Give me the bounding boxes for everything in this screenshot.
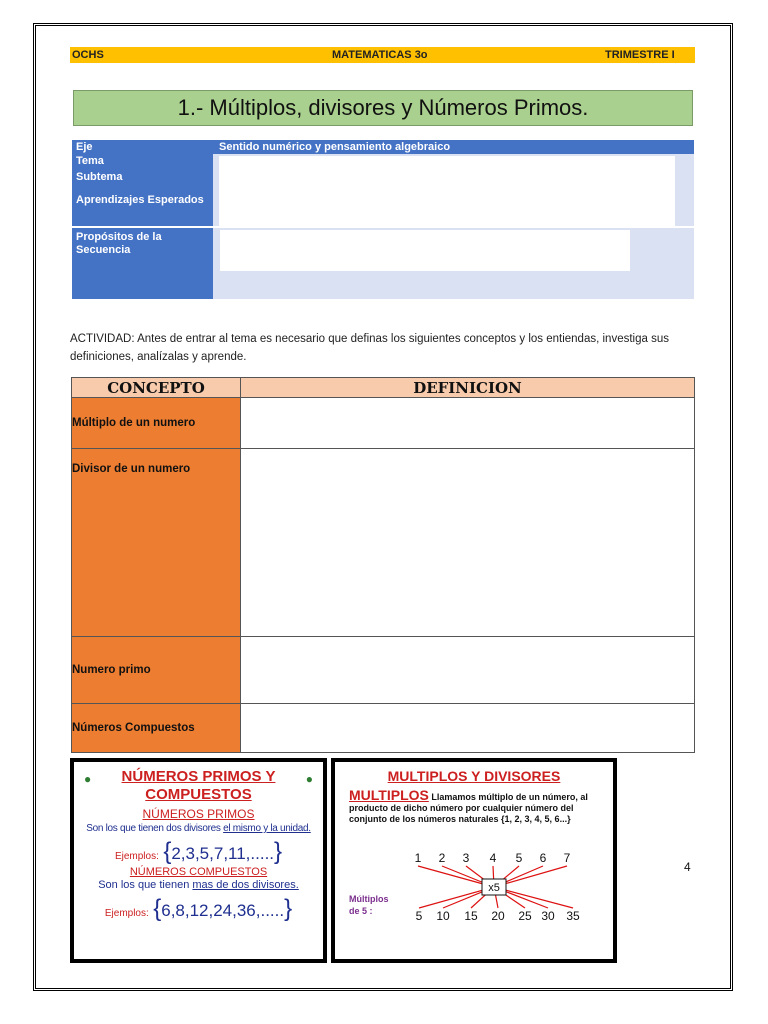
- multiplos-definition: MULTIPLOS Llamamos múltiplo de un número, al producto de dicho número por cualquier número del conjunto de los números naturales {1, 2, 3, 4, 5, 6...}: [349, 787, 588, 824]
- compuestos-heading: NÚMEROS COMPUESTOS: [129, 866, 268, 878]
- concept-primo: Numero primo: [72, 637, 241, 704]
- activity-instructions: ACTIVIDAD: Antes de entrar al tema es necesario que definas los siguientes conceptos y los entiendas, investiga sus definiciones, analízalas y aprende.: [70, 333, 669, 363]
- concept-table: [71, 377, 695, 753]
- bottom-number: 15: [464, 909, 478, 923]
- compuestos-definition: Son los que tienen mas de dos divisores.: [98, 879, 299, 891]
- header-bar: [70, 47, 695, 63]
- primos-title-line1: NÚMEROS PRIMOS Y: [121, 768, 276, 785]
- col-definition: DEFINICION: [241, 378, 695, 398]
- col-concept: CONCEPTO: [72, 378, 241, 398]
- primos-title-line2: COMPUESTOS: [145, 786, 252, 803]
- header-term: TRIMESTRE I: [605, 49, 675, 61]
- field-tema[interactable]: [219, 156, 675, 170]
- top-number: 1: [414, 851, 422, 865]
- operator-label: x5: [488, 882, 500, 894]
- label-propositos: Propósitos de la Secuencia: [72, 228, 213, 299]
- field-subtema[interactable]: [219, 170, 675, 188]
- pin-icon: ●: [305, 772, 313, 786]
- pin-icon: ●: [84, 772, 92, 786]
- row-propositos: [72, 228, 694, 299]
- value-eje: Sentido numérico y pensamiento algebraico: [219, 141, 451, 153]
- field-aprendizajes[interactable]: [219, 188, 675, 226]
- definition-primo[interactable]: [241, 637, 695, 704]
- bottom-number: 20: [491, 909, 505, 923]
- label-subtema: Subtema: [72, 170, 213, 188]
- row-tema: [72, 154, 694, 170]
- top-number: 7: [563, 851, 571, 865]
- bottom-number: 25: [518, 909, 532, 923]
- definition-compuestos[interactable]: [241, 704, 695, 753]
- bottom-number: 10: [436, 909, 450, 923]
- primos-heading: NÚMEROS PRIMOS: [142, 807, 255, 821]
- definition-divisor[interactable]: [241, 449, 695, 637]
- page-number: 4: [684, 860, 691, 874]
- label-tema: Tema: [72, 154, 213, 170]
- header-school: OCHS: [72, 49, 104, 61]
- row-aprendizajes: [72, 188, 694, 226]
- multiplication-diagram: [335, 846, 613, 926]
- concept-divisor: Divisor de un numero: [72, 449, 241, 637]
- top-number: 6: [539, 851, 547, 865]
- header-subject: MATEMATICAS 3o: [332, 49, 428, 61]
- multiplos-label-line2: de 5 :: [349, 906, 373, 916]
- multiplos-label-line1: Múltiplos: [349, 894, 389, 904]
- primos-compuestos-image: [70, 758, 327, 963]
- primos-examples: Ejemplos: {2,3,5,7,11,.....}: [114, 838, 283, 865]
- row-eje: [72, 140, 694, 154]
- label-eje: Eje: [72, 140, 213, 154]
- bottom-number: 35: [566, 909, 580, 923]
- row-subtema: [72, 170, 694, 188]
- top-number: 3: [462, 851, 470, 865]
- label-aprendizajes: Aprendizajes Esperados: [72, 188, 213, 226]
- multiplos-divisores-image: [331, 758, 617, 963]
- top-number: 4: [489, 851, 497, 865]
- primos-definition: Son los que tienen dos divisores el mismo y la unidad.: [86, 823, 311, 834]
- bottom-number: 5: [415, 909, 423, 923]
- top-number: 5: [515, 851, 523, 865]
- multiplos-title: MULTIPLOS Y DIVISORES: [387, 768, 561, 784]
- top-number: 2: [438, 851, 446, 865]
- compuestos-examples: Ejemplos: {6,8,12,24,36,.....}: [104, 895, 293, 922]
- field-propositos[interactable]: [220, 230, 630, 271]
- bottom-number: 30: [541, 909, 555, 923]
- concept-multiplo: Múltiplo de un numero: [72, 398, 241, 449]
- concept-compuestos: Números Compuestos: [72, 704, 241, 753]
- definition-multiplo[interactable]: [241, 398, 695, 449]
- page-title: 1.- Múltiplos, divisores y Números Primos.: [73, 90, 693, 126]
